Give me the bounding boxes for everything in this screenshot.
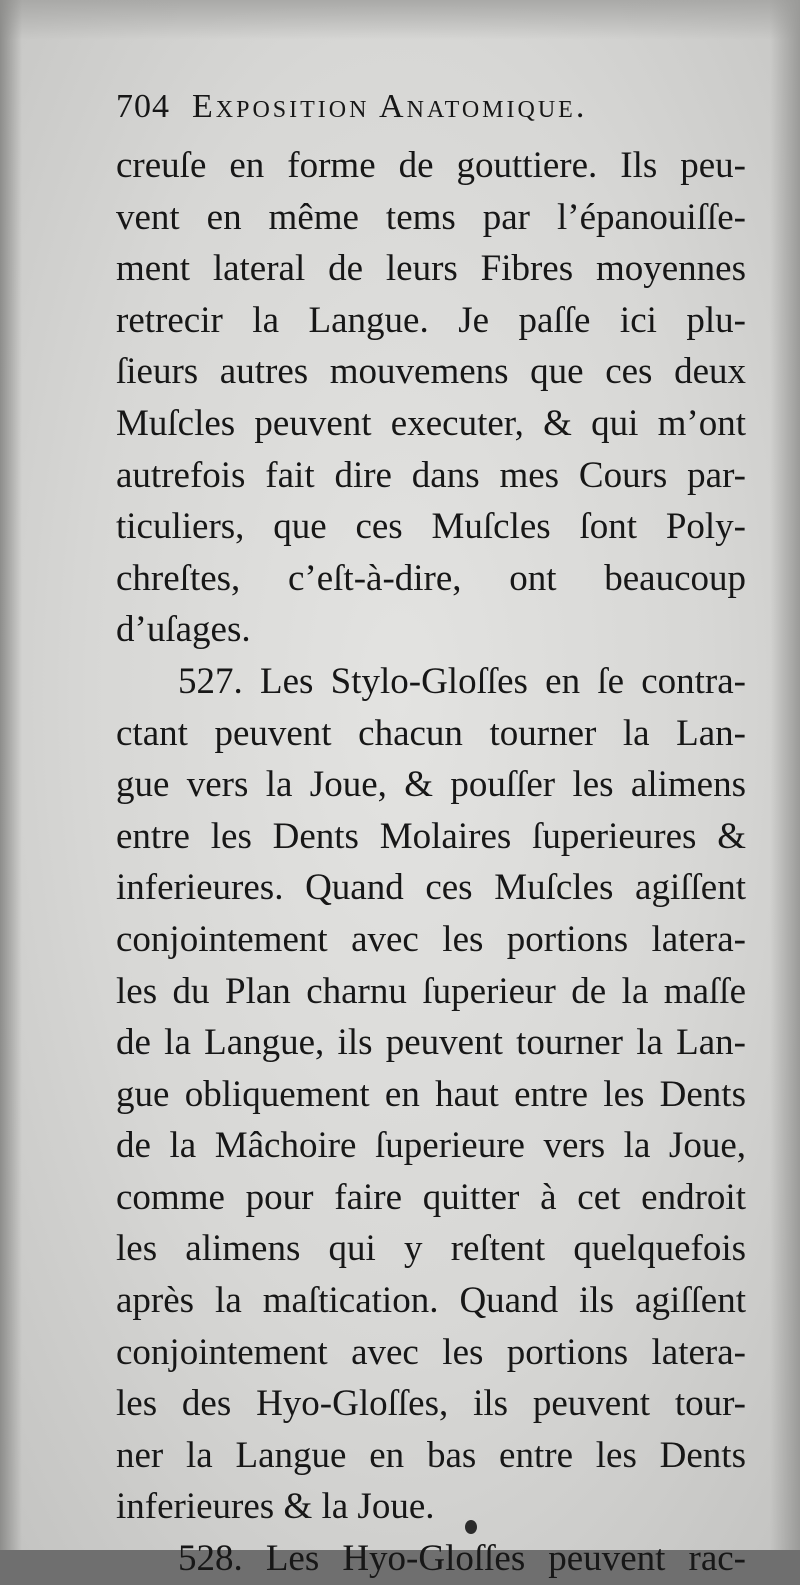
text-line: autrefois fait dire dans mes Cours par-: [116, 454, 746, 496]
running-title: Exposition Anatomique.: [192, 88, 588, 125]
text-line: inferieures. Quand ces Muſcles agiſſent: [116, 867, 746, 909]
text-line: après la maſtication. Quand ils agiſſent: [116, 1280, 746, 1322]
page-edge-shadow-right: [770, 0, 800, 1550]
text-line: entre les Dents Molaires ſuperieures &: [116, 815, 746, 857]
text-block: [116, 88, 746, 1585]
text-line: les du Plan charnu ſuperieur de la maſſe: [116, 970, 746, 1012]
text-line: de la Mâchoire ſuperieure vers la Joue,: [116, 1125, 746, 1167]
paragraph-start-528: 528. Les Hyo-Gloſſes peuvent rac-: [178, 1538, 746, 1580]
text-line: les des Hyo-Gloſſes, ils peuvent tour-: [116, 1383, 746, 1425]
text-line: les alimens qui y reſtent quelquefois: [116, 1228, 746, 1270]
body-text: [116, 140, 746, 1585]
page-number: 704: [116, 88, 170, 125]
text-line: gue vers la Joue, & pouſſer les alimens: [116, 764, 746, 806]
text-line: retrecir la Langue. Je paſſe ici plu-: [116, 299, 746, 341]
text-line: conjointement avec les portions latera-: [116, 918, 746, 960]
text-line: vent en même tems par l’épanouiſſe-: [116, 196, 746, 238]
ink-speck: [465, 1520, 477, 1534]
text-line: ner la Langue en bas entre les Dents: [116, 1434, 746, 1476]
page-header: [116, 88, 746, 140]
text-line: inferieures & la Joue.: [116, 1486, 435, 1528]
text-line: ctant peuvent chacun tourner la Lan-: [116, 712, 746, 754]
page-edge-shadow-top: [0, 0, 800, 40]
paragraph-start-527: 527. Les Stylo-Gloſſes en ſe contra-: [178, 660, 746, 702]
text-line: d’uſages.: [116, 609, 251, 651]
text-line: ſieurs autres mouvemens que ces deux: [116, 351, 746, 393]
text-line: ment lateral de leurs Fibres moyennes: [116, 248, 746, 290]
text-line: gue obliquement en haut entre les Dents: [116, 1073, 746, 1115]
text-line: comme pour faire quitter à cet endroit: [116, 1176, 746, 1218]
text-line: creuſe en forme de gouttiere. Ils peu-: [116, 145, 746, 186]
text-line: chreſtes, c’eſt-à-dire, ont beaucoup: [116, 557, 746, 599]
text-line: de la Langue, ils peuvent tourner la Lan-: [116, 1022, 746, 1064]
page-edge-shadow-left: [0, 0, 22, 1550]
text-line: Muſcles peuvent executer, & qui m’ont: [116, 402, 746, 444]
text-line: conjointement avec les portions latera-: [116, 1331, 746, 1373]
text-line: ticuliers, que ces Muſcles ſont Poly-: [116, 506, 746, 548]
